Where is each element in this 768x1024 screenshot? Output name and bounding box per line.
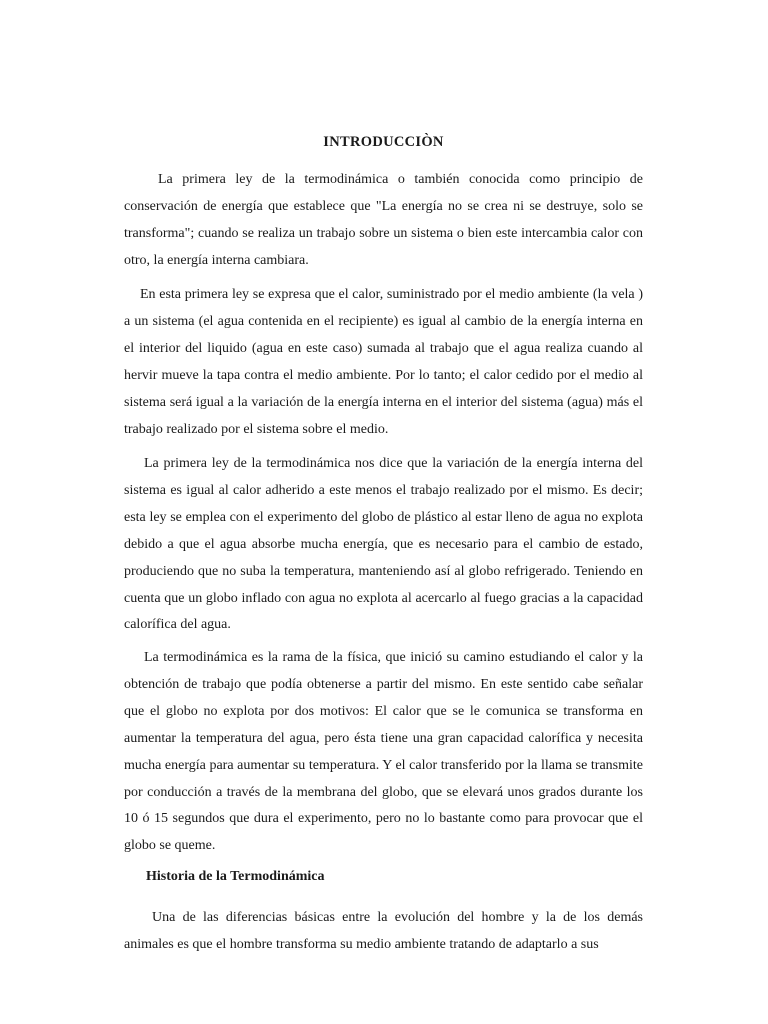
paragraph-first-law: En esta primera ley se expresa que el calor, suministrado por el medio ambiente (la vela ) a un sistema (el agua contenida en el recipiente) es igual al cambio de la energía interna en el interior del liquido (agua en este caso) sumada al trabajo que el agua realiza cuando al hervir mueve la tapa contra el medio ambiente. Por lo tanto; el calor cedido por el medio al sistema será igual a la variación de la energía interna en el interior del sistema (agua) más el trabajo realizado por el sistema sobre el medio. [124, 287, 643, 437]
paragraph-history: Una de las diferencias básicas entre la evolución del hombre y la de los demás animales es que el hombre transforma su medio ambiente tratando de adaptarlo a sus [124, 910, 643, 952]
page-title: INTRODUCCIÒN [323, 134, 444, 150]
section-heading: Historia de la Termodinámica [146, 869, 325, 884]
paragraph-thermodynamics: La termodinámica es la rama de la física, que inició su camino estudiando el calor y la obtención de trabajo que podía obtenerse a partir del mismo. En este sentido cabe señalar que el globo no explota por dos motivos: El calor que se le comunica se transforma en aumentar la temperatura del agua, pero ésta tiene una gran capacidad calorífica y necesita mucha energía para aumentar su temperatura. Y el calor transferido por la llama se transmite por conducción a través de la membrana del globo, que se elevará unos grados durante los 10 ó 15 segundos que dura el experimento, pero no lo bastante como para provocar que el globo se queme. [124, 650, 643, 854]
paragraph-intro: La primera ley de la termodinámica o también conocida como principio de conservación de energía que establece que "La energía no se crea ni se destruye, solo se transforma"; cuando se realiza un trabajo sobre un sistema o bien este intercambia calor con otro, la energía interna cambiara. [124, 172, 643, 268]
paragraph-internal-energy: La primera ley de la termodinámica nos dice que la variación de la energía interna del sistema es igual al calor adherido a este menos el trabajo realizado por el mismo. Es decir; esta ley se emplea con el experimento del globo de plástico al estar lleno de agua no explota debido a que el agua absorbe mucha energía, que es necesario para el cambio de estado, produciendo que no suba la temperatura, manteniendo así al globo refrigerado. Teniendo en cuenta que un globo inflado con agua no explota al acercarlo al fuego gracias a la capacidad calorífica del agua. [124, 456, 643, 633]
